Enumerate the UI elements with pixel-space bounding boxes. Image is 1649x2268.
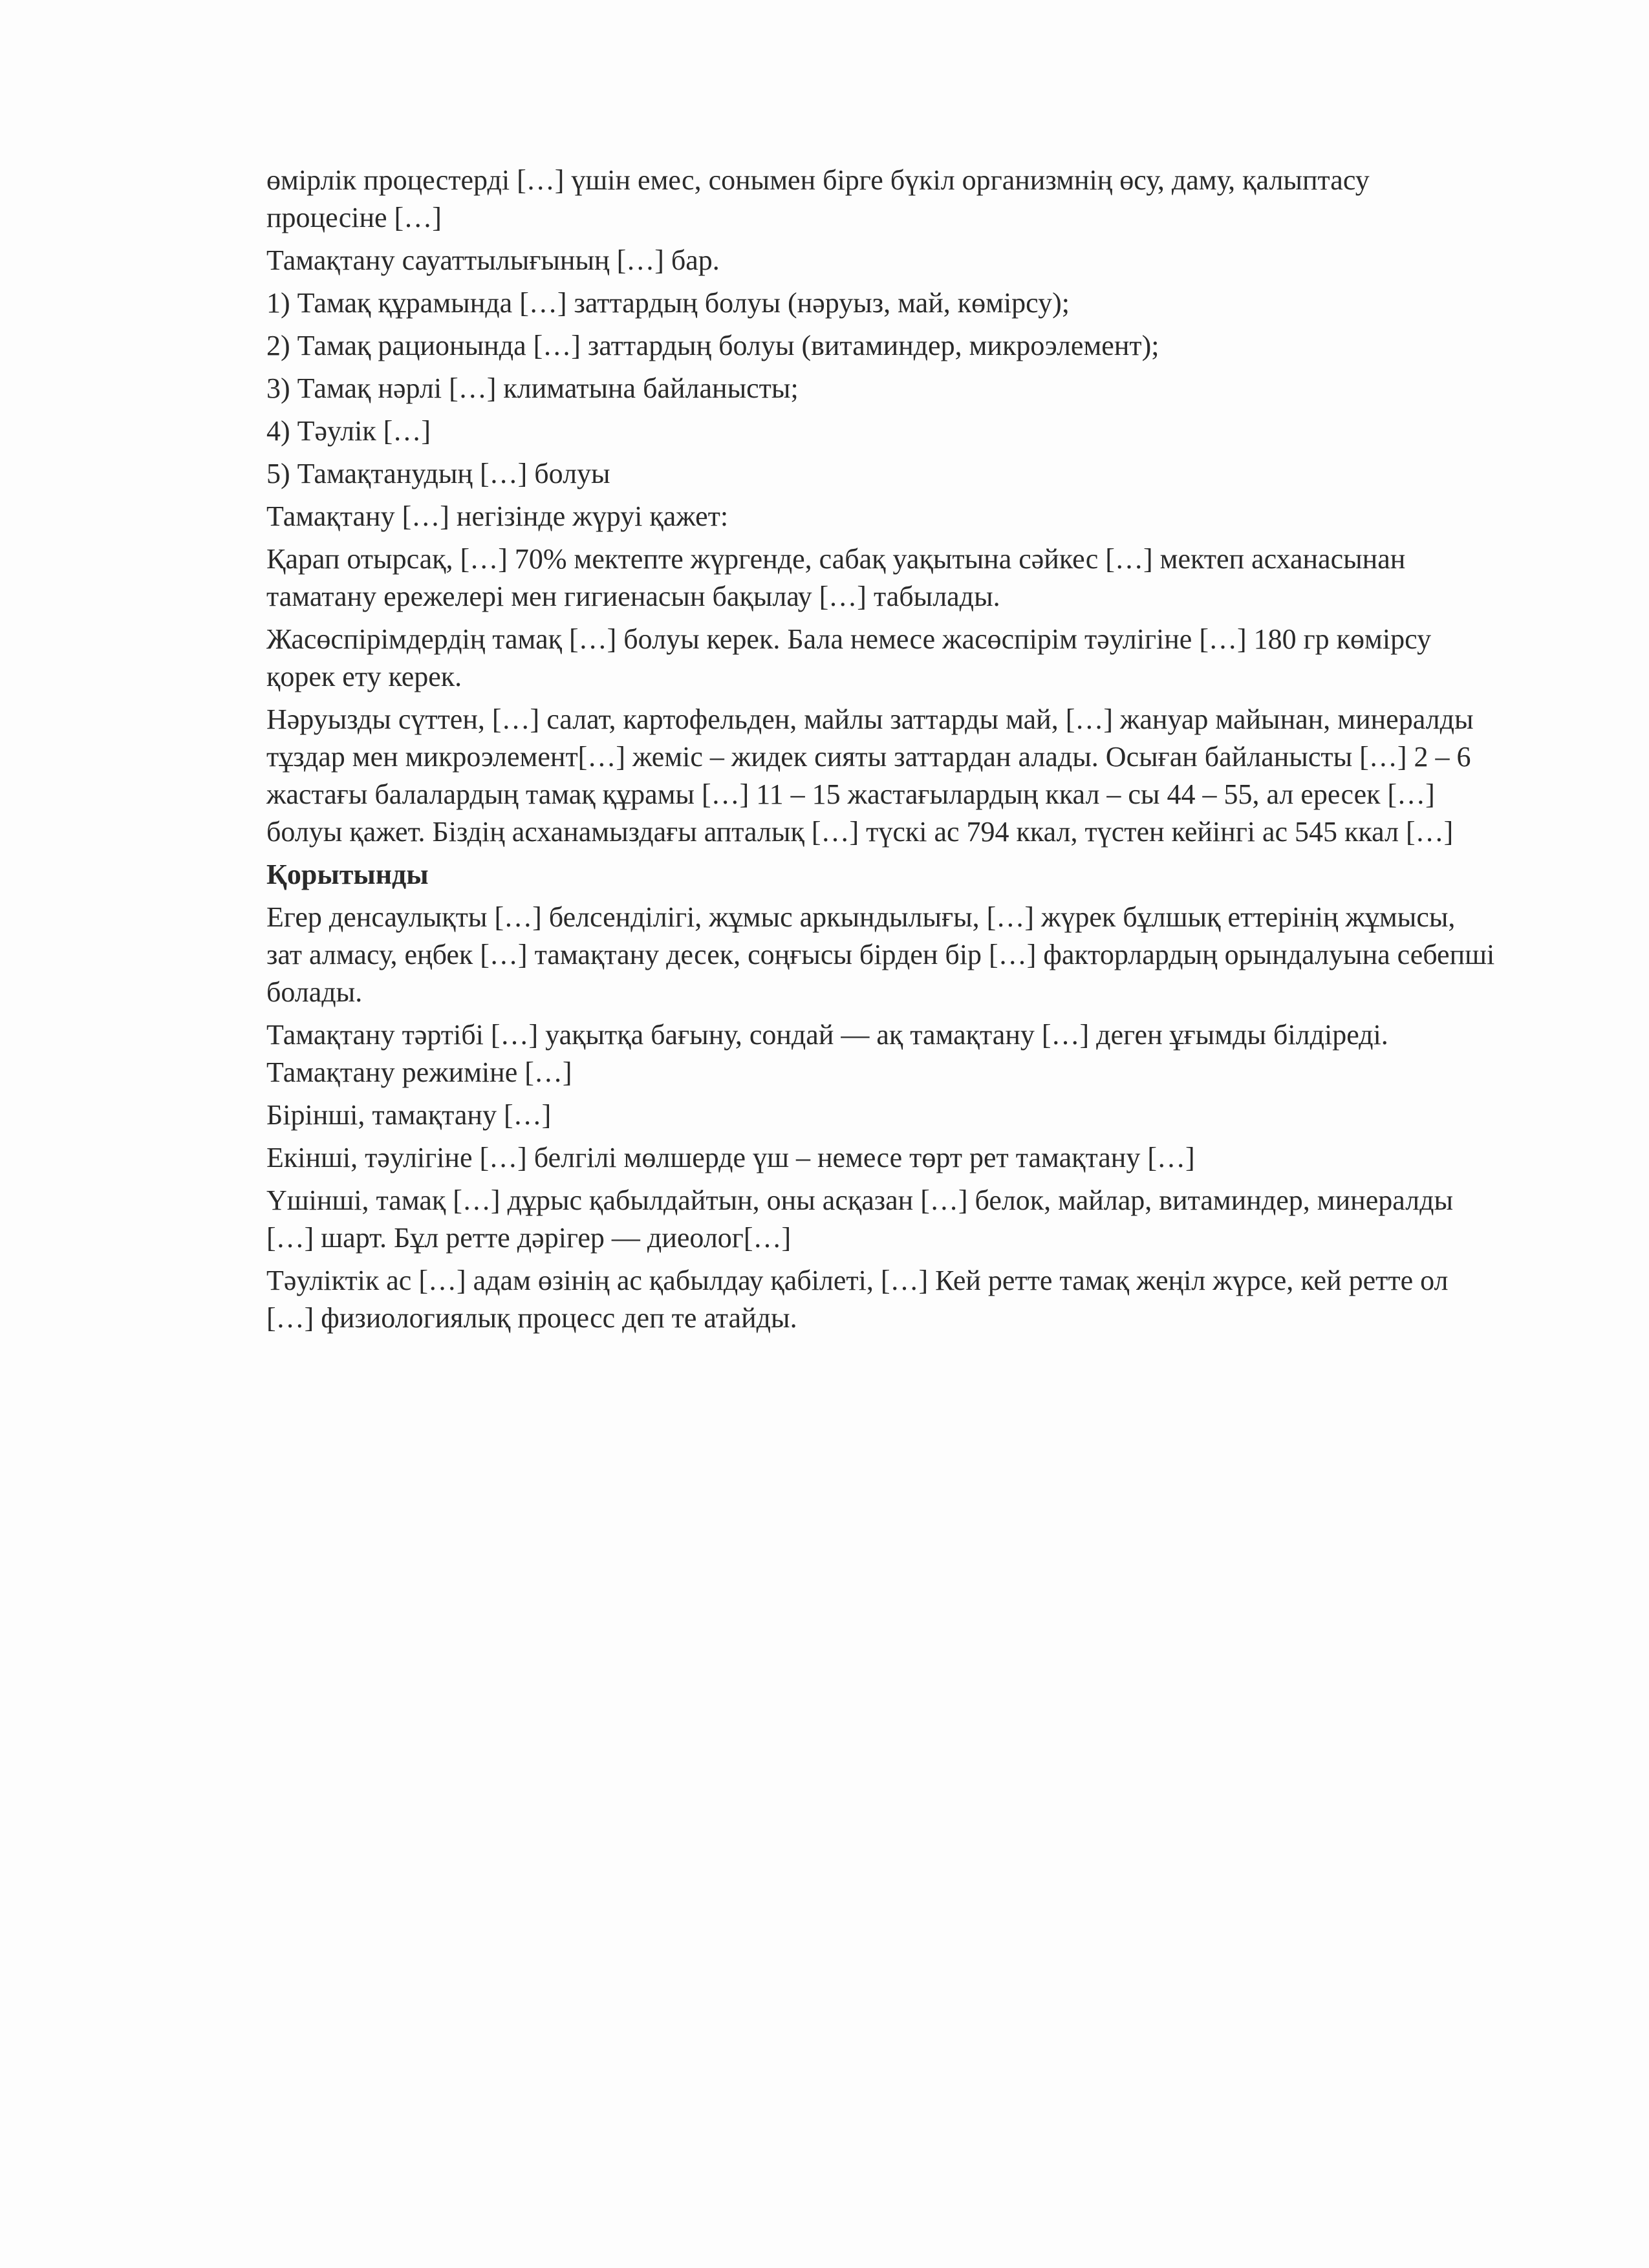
paragraph: Тамақтану […] негізінде жүруі қажет: — [266, 500, 729, 532]
list-item: 1) Тамақ құрамында […] заттардың болуы (нәруыз, май, көмірсу); — [266, 287, 1070, 319]
paragraph: Қарап отырсақ, […] 70% мектепте жүргенде, сабақ уақытына сәйкес […] мектеп асханасынан таматану ережелері мен гигиенасын бақылау […] табылады. — [266, 543, 1406, 612]
paragraph: Нәруызды сүттен, […] салат, картофельден, майлы заттарды май, […] жануар майынан, минералды тұздар мен микроэлемент[…] жеміс – жидек сияты заттардан алады. Осыған байланысты […] 2 – 6 жастағы балалардың тамақ құрамы […] 11 – 15 жастағылардың ккал – сы 44 – 55, ал ересек […] болуы қажет. Біздің асханамыздағы апталық […] түскі ас 794 ккал, түстен кейінгі ас 545 ккал […] — [266, 703, 1474, 848]
document-body — [266, 162, 1495, 1342]
paragraph: Егер денсаулықты […] белсенділігі, жұмыс аркындылығы, […] жүрек бұлшық еттерінің жұмысы, зат алмасу, еңбек […] тамақтану десек, соңғысы бірден бір […] факторлардың орындалуына себепші болады. — [266, 901, 1495, 1008]
paragraph: Тамақтану сауаттылығының […] бар. — [266, 244, 720, 276]
paragraph: Екінші, тәулігіне […] белгілі мөлшерде үш – немесе төрт рет тамақтану […] — [266, 1142, 1195, 1173]
paragraph: Үшінші, тамақ […] дұрыс қабылдайтын, оны асқазан […] белок, майлар, витаминдер, минералды […] шарт. Бұл ретте дәрігер — диеолог[…] — [266, 1184, 1454, 1254]
list-item: 4) Тәулік […] — [266, 415, 431, 447]
paragraph: Тамақтану тәртібі […] уақытқа бағыну, сондай — ақ тамақтану […] деген ұғымды білдіреді. Тамақтану режиміне […] — [266, 1019, 1388, 1088]
paragraph: Жасөспірімдердің тамақ […] болуы керек. Бала немесе жасөспірім тәулігіне […] 180 гр көмірсу қорек ету керек. — [266, 623, 1432, 692]
list-item: 5) Тамақтанудың […] болуы — [266, 458, 610, 489]
paragraph: Бірінші, тамақтану […] — [266, 1099, 552, 1131]
conclusion-heading: Қорытынды — [266, 859, 429, 890]
paragraph: өмірлік процестерді […] үшін емес, сонымен бірге бүкіл организмнің өсу, даму, қалыптасу процесіне […] — [266, 164, 1370, 233]
list-item: 3) Тамақ нәрлі […] климатына байланысты; — [266, 372, 799, 404]
paragraph: Тәуліктік ас […] адам өзінің ас қабылдау қабілеті, […] Кей ретте тамақ жеңіл жүрсе, кей ретте ол […] физиологиялық процесс деп те атайды. — [266, 1265, 1449, 1334]
list-item: 2) Тамақ рационында […] заттардың болуы (витаминдер, микроэлемент); — [266, 330, 1159, 361]
